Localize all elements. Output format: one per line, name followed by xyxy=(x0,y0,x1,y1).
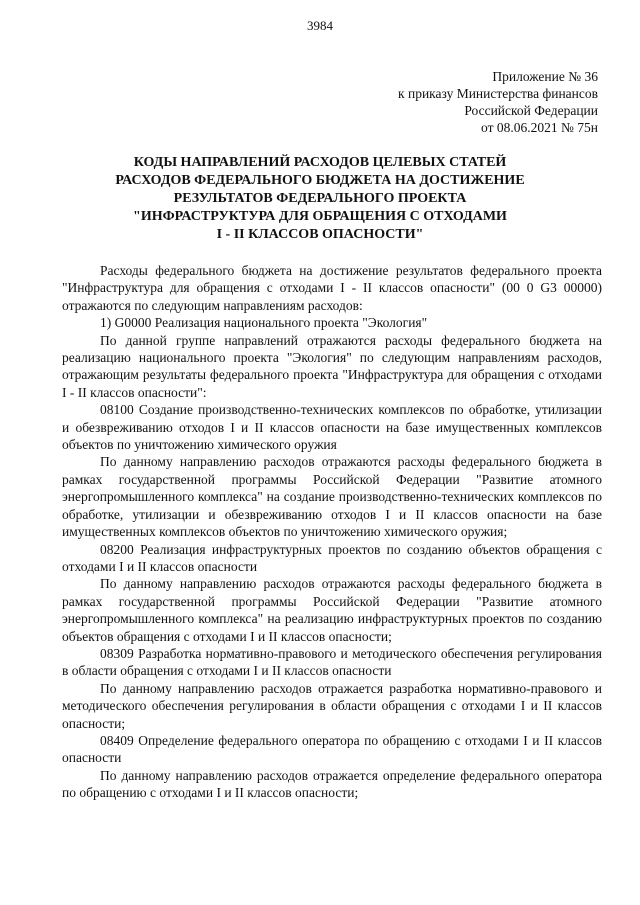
code-08409-description: По данному направлению расходов отражается определение федерального оператора по обращению с отходами I и II классов опасности; xyxy=(62,767,602,801)
code-08200-heading: 08200 Реализация инфраструктурных проектов по созданию объектов обращения с отходами I и II классов опасности xyxy=(62,541,602,574)
code-08309-heading: 08309 Разработка нормативно-правового и методического обеспечения регулирования в области обращения с отходами I и II классов опасности xyxy=(62,645,602,679)
code-08409-heading: 08409 Определение федерального оператора по обращению с отходами I и II классов опасности xyxy=(62,732,602,766)
intro-paragraph: Расходы федерального бюджета на достижение результатов федерального проекта "Инфраструктура для обращения с отходами I - II классов опасности" (00 0 G3 00000) отражаются по следующим направлениям расходов: xyxy=(62,263,602,313)
code-08200-description: По данному направлению расходов отражаются расходы федерального бюджета в рамках государственной программы Российской Федерации "Развитие атомного энергопромышленного комплекса" на реализацию инфраструктурных проектов по созданию объектов обращения с отходами I и II классов опасности; xyxy=(62,576,602,644)
code-08309-description: По данному направлению расходов отражается разработка нормативно-правового и методического обеспечения регулирования в области обращения с отходами I и II классов опасности; xyxy=(62,680,602,731)
appendix-header xyxy=(298,68,598,136)
title-line-1: КОДЫ НАПРАВЛЕНИЙ РАСХОДОВ ЦЕЛЕВЫХ СТАТЕЙ xyxy=(133,155,507,170)
code-08100-description: По данному направлению расходов отражаются расходы федерального бюджета в рамках государственной программы Российской Федерации "Развитие атомного энергопромышленного комплекса" на создание производственно-технических комплексов по обработке, утилизации и обезвреживанию отходов I и II классов опасности на базе имущественных комплексов объектов по уничтожению химического оружия; xyxy=(62,454,602,540)
title-line-4: "ИНФРАСТРУКТУРА ДЛЯ ОБРАЩЕНИЯ С ОТХОДАМИ xyxy=(133,209,507,224)
title-line-3: РЕЗУЛЬТАТОВ ФЕДЕРАЛЬНОГО ПРОЕКТА xyxy=(173,191,467,206)
title-line-2: РАСХОДОВ ФЕДЕРАЛЬНОГО БЮДЖЕТА НА ДОСТИЖЕНИЕ xyxy=(115,173,525,188)
page-number: 3984 xyxy=(307,18,333,33)
appendix-line-4: от 08.06.2021 № 75н xyxy=(481,120,598,135)
appendix-line-3: Российской Федерации xyxy=(464,103,598,118)
code-08100-heading: 08100 Создание производственно-технических комплексов по обработке, утилизации и обезвреживанию отходов I и II классов опасности на базе имущественных комплексов объектов по уничтожению химического оружия xyxy=(62,402,602,453)
document-title xyxy=(60,154,580,244)
appendix-line-2: к приказу Министерства финансов xyxy=(398,86,598,101)
document-body xyxy=(62,262,602,802)
group-heading: 1) G0000 Реализация национального проекта "Экология" xyxy=(100,315,428,331)
title-line-5: I - II КЛАССОВ ОПАСНОСТИ" xyxy=(216,227,424,242)
appendix-line-1: Приложение № 36 xyxy=(492,69,598,84)
group-description: По данной группе направлений отражаются расходы федерального бюджета на реализацию национального проекта "Экология" по следующим направлениям расходов, отражающим результаты федерального проекта "Инфраструктура для обращения с отходами I - II классов опасности": xyxy=(62,332,602,400)
